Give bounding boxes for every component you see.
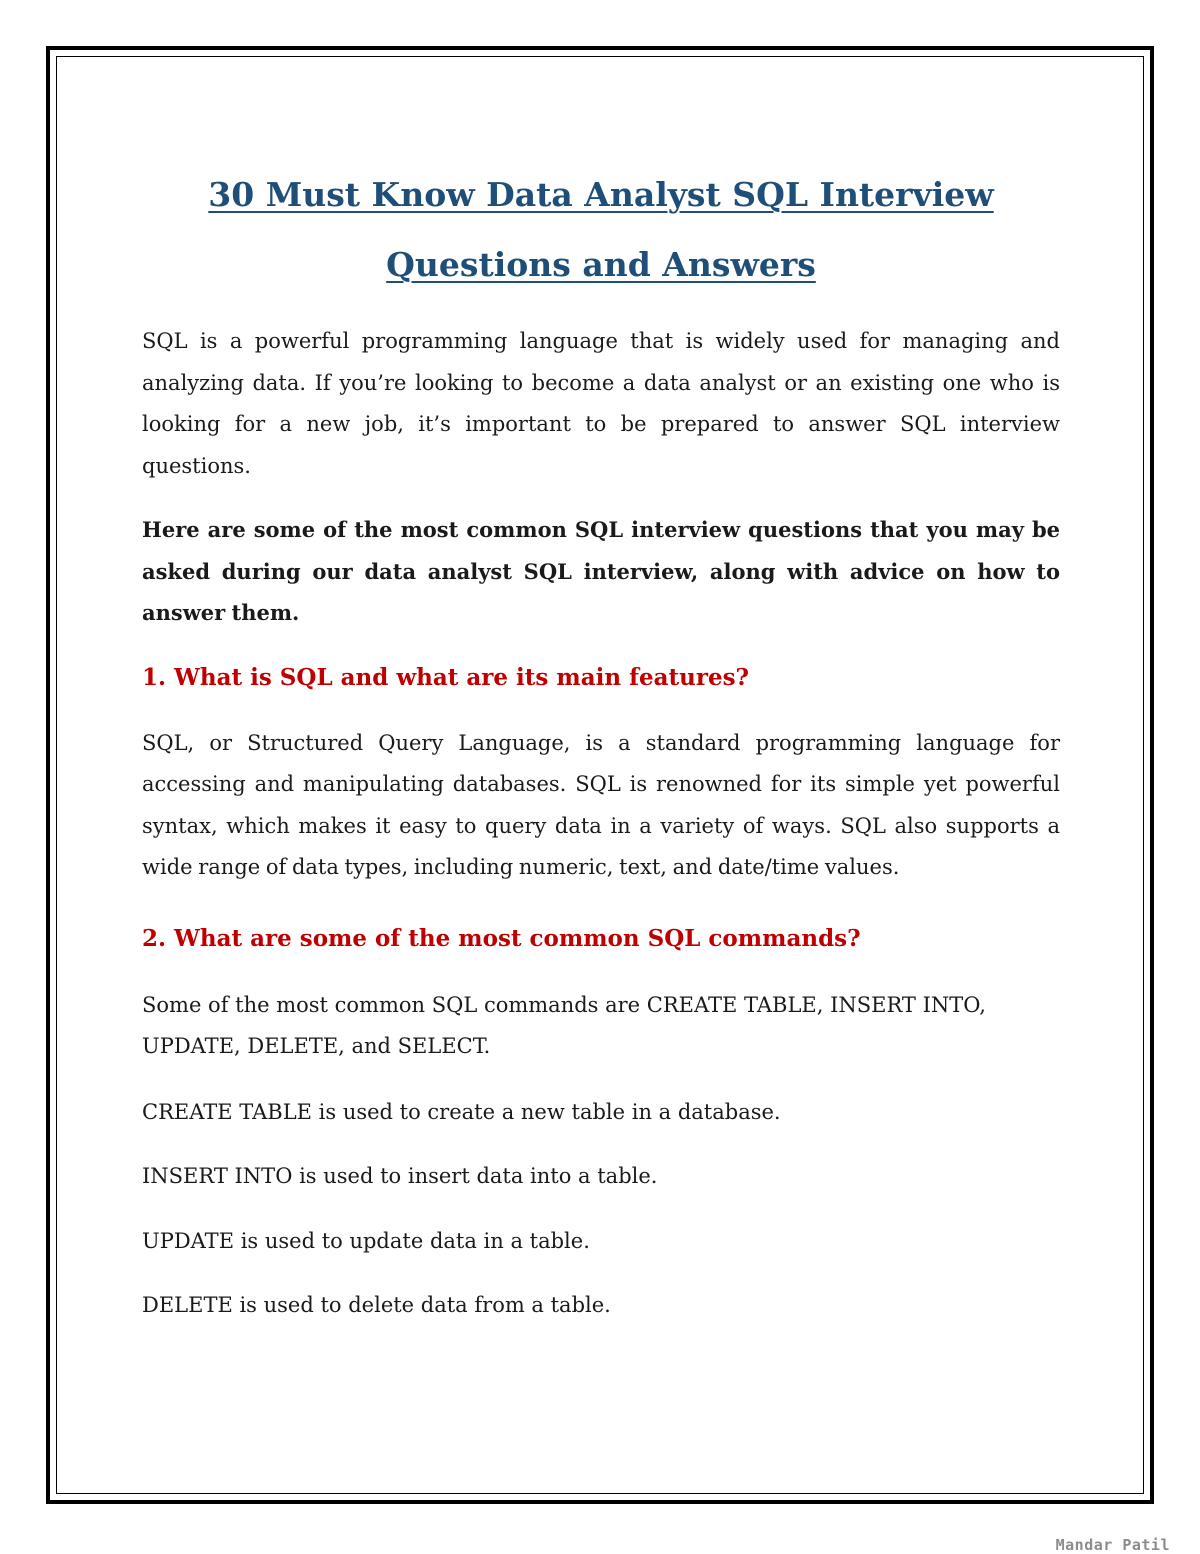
detail-insert-into: INSERT INTO is used to insert data into a table. [142,1164,658,1188]
page-title [142,160,1060,300]
detail-delete: DELETE is used to delete data from a table. [142,1293,611,1317]
title-line-2: Questions and Answers [386,245,816,284]
detail-update: UPDATE is used to update data in a table. [142,1228,590,1253]
intro-paragraph: SQL is a powerful programming language that is widely used for managing and analyzing data. If you’re looking to become a data analyst or an existing one who is looking for a new job, it’s important to be prepared to answer SQL interview questions. [142,329,1060,478]
question-2-heading: 2. What are some of the most common SQL commands? [142,924,861,952]
footer-author: Mandar Patil [1055,1536,1170,1554]
document-content [142,160,1060,1327]
detail-create-table: CREATE TABLE is used to create a new table in a database. [142,1099,781,1124]
lead-paragraph: Here are some of the most common SQL interview questions that you may be asked during our data analyst SQL interview, along with advice on how to answer them. [142,517,1060,625]
question-1-answer: SQL, or Structured Query Language, is a standard programming language for accessing and manipulating databases. SQL is renowned for its simple yet powerful syntax, which makes it easy to query data in a variety of ways. SQL also supports a wide range of data types, including numeric, text, and date/time values. [142,730,1060,879]
title-line-1: 30 Must Know Data Analyst SQL Interview [208,175,994,214]
question-2-answer: Some of the most common SQL commands are CREATE TABLE, INSERT INTO, UPDATE, DELETE, and SELECT. [142,992,986,1058]
question-1-heading: 1. What is SQL and what are its main features? [142,663,750,691]
